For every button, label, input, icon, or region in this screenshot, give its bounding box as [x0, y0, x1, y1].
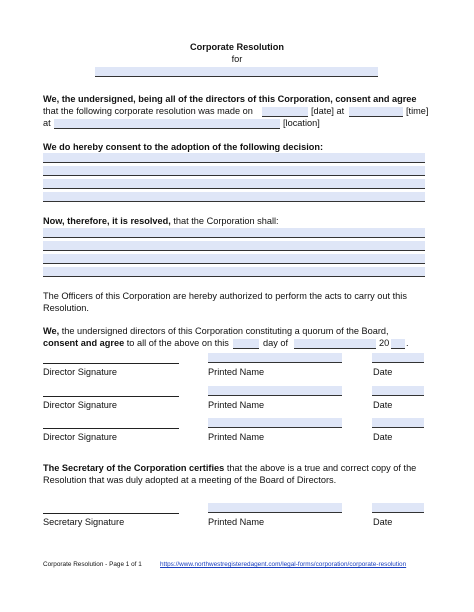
date-field-1[interactable] — [372, 353, 424, 363]
secretary-date-label: Date — [373, 517, 393, 527]
document-title: Corporate Resolution — [190, 42, 284, 52]
quorum-day-label: day of — [263, 338, 289, 348]
intro-at-text: at — [43, 118, 51, 128]
director-signature-line-3[interactable] — [43, 428, 179, 429]
quorum-year-label: 20 — [379, 338, 390, 348]
secretary-signature-line[interactable] — [43, 513, 179, 514]
location-field[interactable] — [54, 119, 280, 129]
quorum-month-field[interactable] — [294, 339, 376, 349]
footer-page-text: Corporate Resolution - Page 1 of 1 — [43, 561, 142, 568]
corporation-name-field[interactable] — [95, 67, 378, 77]
resolved-bold-text: Now, therefore, it is resolved, — [43, 216, 171, 226]
printed-name-field-2[interactable] — [208, 386, 342, 396]
time-label: [time] — [406, 106, 429, 116]
for-label: for — [231, 54, 243, 64]
secretary-signature-label: Secretary Signature — [43, 517, 125, 527]
quorum-period: . — [406, 338, 409, 348]
director-signature-label-3: Director Signature — [43, 432, 118, 442]
date-label: [date] at — [311, 106, 345, 116]
decision-line-1[interactable] — [43, 153, 425, 163]
date-label-1: Date — [373, 367, 393, 377]
director-signature-label-1: Director Signature — [43, 367, 118, 377]
resolved-line-4[interactable] — [43, 267, 425, 277]
printed-name-field-3[interactable] — [208, 418, 342, 428]
printed-name-label-3: Printed Name — [208, 432, 265, 442]
secretary-printed-name-label: Printed Name — [208, 517, 265, 527]
decision-line-3[interactable] — [43, 179, 425, 189]
decision-line-2[interactable] — [43, 166, 425, 176]
resolved-line-3[interactable] — [43, 254, 425, 264]
quorum-year-field[interactable] — [391, 339, 405, 349]
date-label-3: Date — [373, 432, 393, 442]
director-signature-line-2[interactable] — [43, 396, 179, 397]
date-label-2: Date — [373, 400, 393, 410]
footer-url-link[interactable]: https://www.northwestregisteredagent.com/legal-forms/corporation/corporate-resolution — [160, 561, 407, 568]
director-signature-label-2: Director Signature — [43, 400, 118, 410]
secretary-printed-name-field[interactable] — [208, 503, 342, 513]
secretary-date-field[interactable] — [372, 503, 424, 513]
quorum-day-field[interactable] — [233, 339, 259, 349]
quorum-consent-text: consent and agree — [43, 338, 125, 348]
printed-name-label-2: Printed Name — [208, 400, 265, 410]
intro-line2-text: that the following corporate resolution was made on — [43, 106, 253, 116]
date-field-2[interactable] — [372, 386, 424, 396]
secretary-line-2: Resolution that was duly adopted at a meeting of the Board of Directors. — [43, 475, 337, 485]
secretary-line1-rest: that the above is a true and correct copy of the — [226, 463, 417, 473]
resolved-line-2[interactable] — [43, 241, 425, 251]
resolved-line-1[interactable] — [43, 228, 425, 238]
quorum-we-text: We, — [43, 326, 60, 336]
time-field[interactable] — [349, 107, 403, 117]
director-signature-line-1[interactable] — [43, 363, 179, 364]
printed-name-field-1[interactable] — [208, 353, 342, 363]
decision-line-4[interactable] — [43, 192, 425, 202]
printed-name-label-1: Printed Name — [208, 367, 265, 377]
officers-line-1: The Officers of this Corporation are hereby authorized to perform the acts to carry out this — [43, 291, 407, 301]
resolved-text — [43, 216, 279, 227]
quorum-line1-rest: the undersigned directors of this Corporation constituting a quorum of the Board, — [61, 326, 389, 336]
secretary-line-1 — [43, 463, 416, 474]
quorum-line-2 — [43, 338, 229, 349]
location-label: [location] — [283, 118, 320, 128]
date-field-3[interactable] — [372, 418, 424, 428]
secretary-bold-text: The Secretary of the Corporation certifies — [43, 463, 225, 473]
officers-line-2: Resolution. — [43, 303, 89, 313]
date-field[interactable] — [262, 107, 308, 117]
quorum-line2-rest: to all of the above on this — [126, 338, 229, 348]
quorum-line-1 — [43, 326, 389, 337]
decision-heading: We do hereby consent to the adoption of the following decision: — [43, 142, 324, 152]
resolved-rest-text: that the Corporation shall: — [173, 216, 279, 226]
intro-consent-text: We, the undersigned, being all of the directors of this Corporation, consent and agree — [43, 94, 417, 104]
